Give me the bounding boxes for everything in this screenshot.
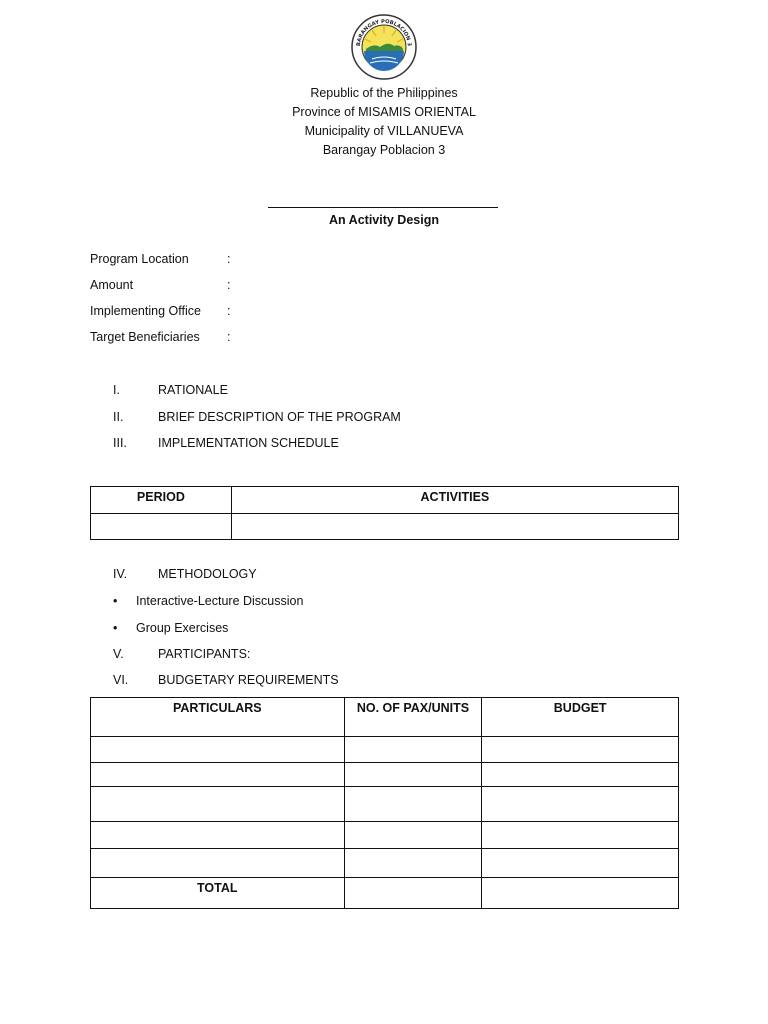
document-header [0, 84, 768, 160]
header-line-province: Province of MISAMIS ORIENTAL [292, 105, 476, 119]
section-number: III. [113, 436, 127, 450]
table-cell [344, 737, 482, 763]
info-label-location: Program Location [90, 252, 189, 266]
table-cell [91, 849, 345, 878]
title-underline [268, 207, 498, 208]
section-number: IV. [113, 567, 128, 581]
info-colon: : [227, 330, 231, 344]
column-header-particulars: PARTICULARS [91, 698, 345, 737]
methodology-item-lecture [113, 592, 303, 610]
info-label-office: Implementing Office [90, 304, 201, 318]
table-row [91, 763, 679, 787]
info-colon: : [227, 252, 231, 266]
document-title: An Activity Design [329, 213, 439, 227]
table-header-row [91, 698, 679, 737]
section-heading: BUDGETARY REQUIREMENTS [158, 673, 339, 687]
column-header-period: PERIOD [91, 487, 232, 514]
list-item-text: Group Exercises [136, 621, 229, 635]
table-cell [91, 514, 232, 540]
section-number: V. [113, 647, 124, 661]
header-line-municipality: Municipality of VILLANUEVA [304, 124, 464, 138]
table-cell [482, 787, 679, 822]
budget-table [90, 697, 679, 909]
section-participants [113, 645, 250, 663]
header-line-republic: Republic of the Philippines [310, 86, 458, 100]
info-row-beneficiaries [90, 328, 237, 354]
table-cell [91, 822, 345, 849]
table-cell [344, 822, 482, 849]
header-line-barangay: Barangay Poblacion 3 [322, 143, 446, 157]
section-heading: RATIONALE [158, 383, 228, 397]
methodology-item-group-exercises [113, 619, 228, 637]
barangay-seal-logo [350, 13, 418, 81]
table-header-row [91, 487, 679, 514]
column-header-activities: ACTIVITIES [231, 487, 678, 514]
table-cell [344, 787, 482, 822]
table-cell [91, 737, 345, 763]
total-label: TOTAL [91, 878, 345, 909]
section-number: VI. [113, 673, 129, 687]
table-row [91, 849, 679, 878]
table-row [91, 737, 679, 763]
section-rationale [113, 381, 228, 399]
table-total-row [91, 878, 679, 909]
section-heading: METHODOLOGY [158, 567, 257, 581]
table-cell [344, 763, 482, 787]
table-cell [344, 849, 482, 878]
column-header-pax-units: NO. OF PAX/UNITS [344, 698, 482, 737]
table-cell [482, 822, 679, 849]
table-row [91, 787, 679, 822]
table-cell [91, 787, 345, 822]
table-cell [482, 878, 679, 909]
section-implementation-schedule [113, 434, 339, 452]
section-brief-description [113, 408, 401, 426]
section-number: II. [113, 410, 124, 424]
section-budgetary-requirements [113, 671, 339, 689]
column-header-budget: BUDGET [482, 698, 679, 737]
info-label-beneficiaries: Target Beneficiaries [90, 330, 200, 344]
info-colon: : [227, 304, 231, 318]
info-label-amount: Amount [90, 278, 134, 292]
table-cell [482, 849, 679, 878]
bullet-icon: • [113, 621, 118, 635]
table-cell [231, 514, 678, 540]
section-heading: BRIEF DESCRIPTION OF THE PROGRAM [158, 410, 401, 424]
section-number: I. [113, 383, 120, 397]
info-row-office [90, 302, 237, 328]
seal-text: BARANGAY POBLACION 3 [355, 18, 413, 47]
table-cell [482, 737, 679, 763]
section-methodology [113, 565, 257, 583]
table-cell [91, 763, 345, 787]
table-row [91, 822, 679, 849]
list-item-text: Interactive-Lecture Discussion [136, 594, 304, 608]
implementation-schedule-table [90, 486, 679, 540]
table-cell [482, 763, 679, 787]
bullet-icon: • [113, 594, 118, 608]
table-cell [344, 878, 482, 909]
section-heading: PARTICIPANTS: [158, 647, 251, 661]
info-colon: : [227, 278, 231, 292]
info-row-location [90, 250, 237, 276]
program-info [90, 250, 237, 354]
section-heading: IMPLEMENTATION SCHEDULE [158, 436, 339, 450]
table-row [91, 514, 679, 540]
info-row-amount [90, 276, 237, 302]
